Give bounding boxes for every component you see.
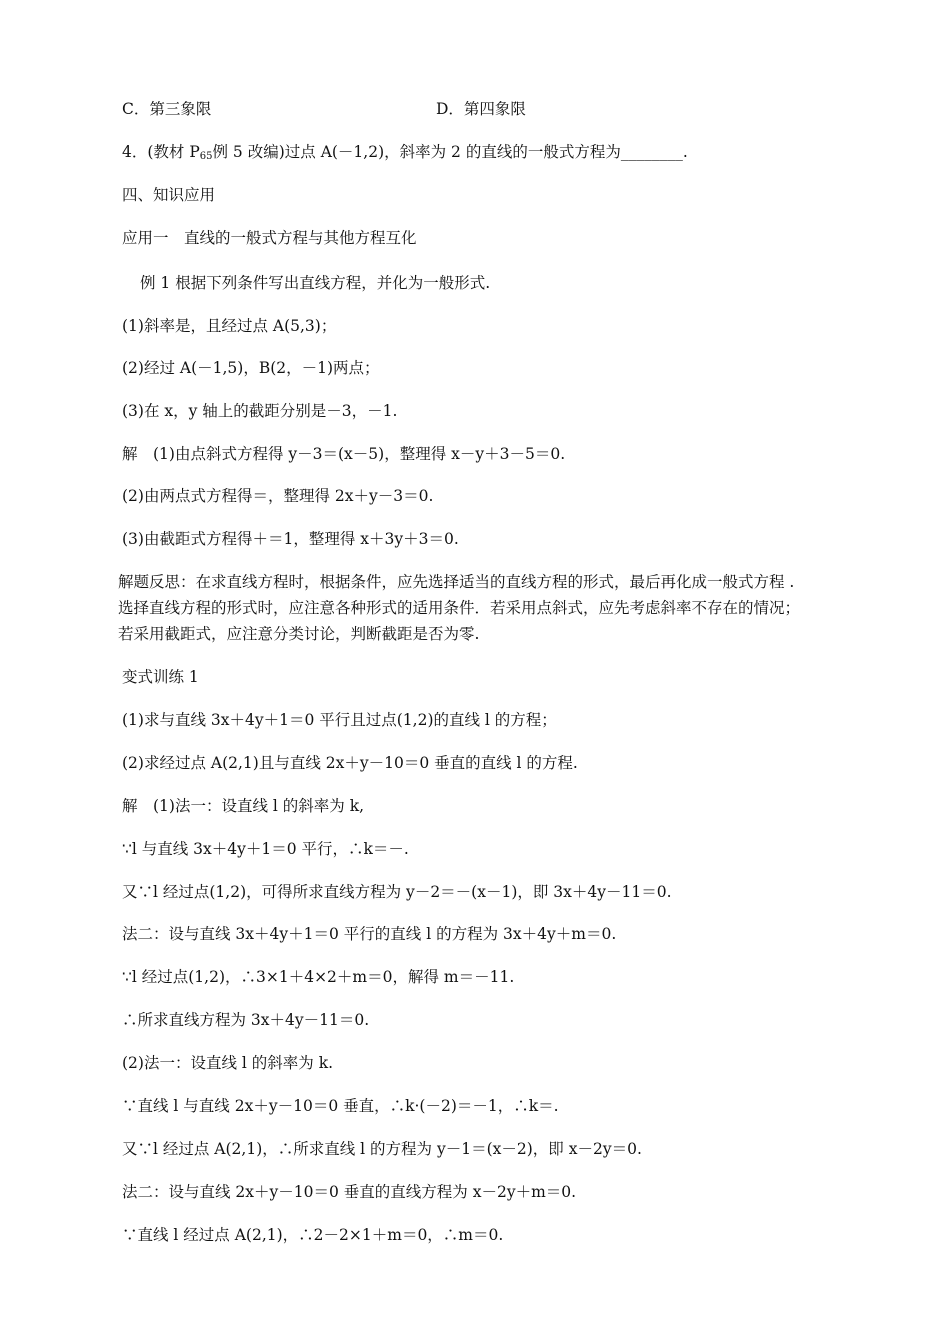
example-1-item: (2)经过 A(－1,5)，B(2，－1)两点； (122, 359, 380, 377)
example-1-item: (3)在 x，y 轴上的截距分别是－3，－1. (122, 402, 398, 420)
reflection-line: 选择直线方程的形式时，应注意各种形式的适用条件．若采用点斜式，应先考虑斜率不存在的情况； (118, 599, 801, 617)
example-1-solution-line: 解 (1)由点斜式方程得 y－3＝(x－5)，整理得 x－y＋3－5＝0. (122, 445, 566, 463)
variant-solution-line: 又∵l 经过点(1,2)，可得所求直线方程为 y－2＝－(x－1)，即 3x＋4y－11＝0. (122, 883, 672, 901)
variant-item: (1)求与直线 3x＋4y＋1＝0 平行且过点(1,2)的直线 l 的方程； (122, 711, 557, 729)
variant-solution-line: ∵l 与直线 3x＋4y＋1＝0 平行，∴k＝－. (122, 840, 409, 858)
example-1-solution-line: (3)由截距式方程得＋＝1，整理得 x＋3y＋3＝0. (122, 530, 459, 548)
section-title: 四、知识应用 (122, 186, 216, 204)
variant-title: 变式训练 1 (122, 668, 199, 686)
variant-solution-line: ∵直线 l 经过点 A(2,1)，∴2－2×1＋m＝0，∴m＝0. (122, 1226, 504, 1244)
variant-solution-line: 法二：设与直线 2x＋y－10＝0 垂直的直线方程为 x－2y＋m＝0. (122, 1183, 577, 1201)
option-d: D．第四象限 (436, 100, 526, 118)
question-4-suffix: 例 5 改编)过点 A(－1,2)，斜率为 2 的直线的一般式方程为________. (212, 143, 688, 161)
example-1-item: (1)斜率是，且经过点 A(5,3)； (122, 317, 337, 335)
variant-item: (2)求经过点 A(2,1)且与直线 2x＋y－10＝0 垂直的直线 l 的方程. (122, 754, 578, 772)
variant-solution-line: ∵直线 l 与直线 2x＋y－10＝0 垂直，∴k·(－2)＝－1，∴k＝. (122, 1097, 559, 1115)
variant-solution-line: ∵l 经过点(1,2)，∴3×1＋4×2＋m＝0，解得 m＝－11. (122, 968, 515, 986)
variant-solution-line: (2)法一：设直线 l 的斜率为 k. (122, 1054, 334, 1072)
reflection-line: 解题反思：在求直线方程时，根据条件，应先选择适当的直线方程的形式，最后再化成一般式方程 . (118, 573, 795, 591)
application-title: 应用一 直线的一般式方程与其他方程互化 (122, 229, 417, 247)
page-ref-subscript: 65 (199, 151, 213, 162)
example-1-intro: 例 1 根据下列条件写出直线方程，并化为一般形式. (140, 274, 491, 292)
variant-solution-line: 解 (1)法一：设直线 l 的斜率为 k, (122, 797, 365, 815)
variant-solution-line: ∴所求直线方程为 3x＋4y－11＝0. (122, 1011, 370, 1029)
example-1-solution-line: (2)由两点式方程得＝，整理得 2x＋y－3＝0. (122, 487, 434, 505)
reflection-line: 若采用截距式，应注意分类讨论，判断截距是否为零. (118, 625, 480, 643)
variant-solution-line: 法二：设与直线 3x＋4y＋1＝0 平行的直线 l 的方程为 3x＋4y＋m＝0. (122, 925, 617, 943)
question-4-prefix: 4．(教材 P (122, 143, 200, 161)
option-c: C．第三象限 (122, 100, 212, 118)
variant-solution-line: 又∵l 经过点 A(2,1)，∴所求直线 l 的方程为 y－1＝(x－2)，即 x－2y＝0. (122, 1140, 642, 1158)
question-4 (122, 142, 688, 167)
